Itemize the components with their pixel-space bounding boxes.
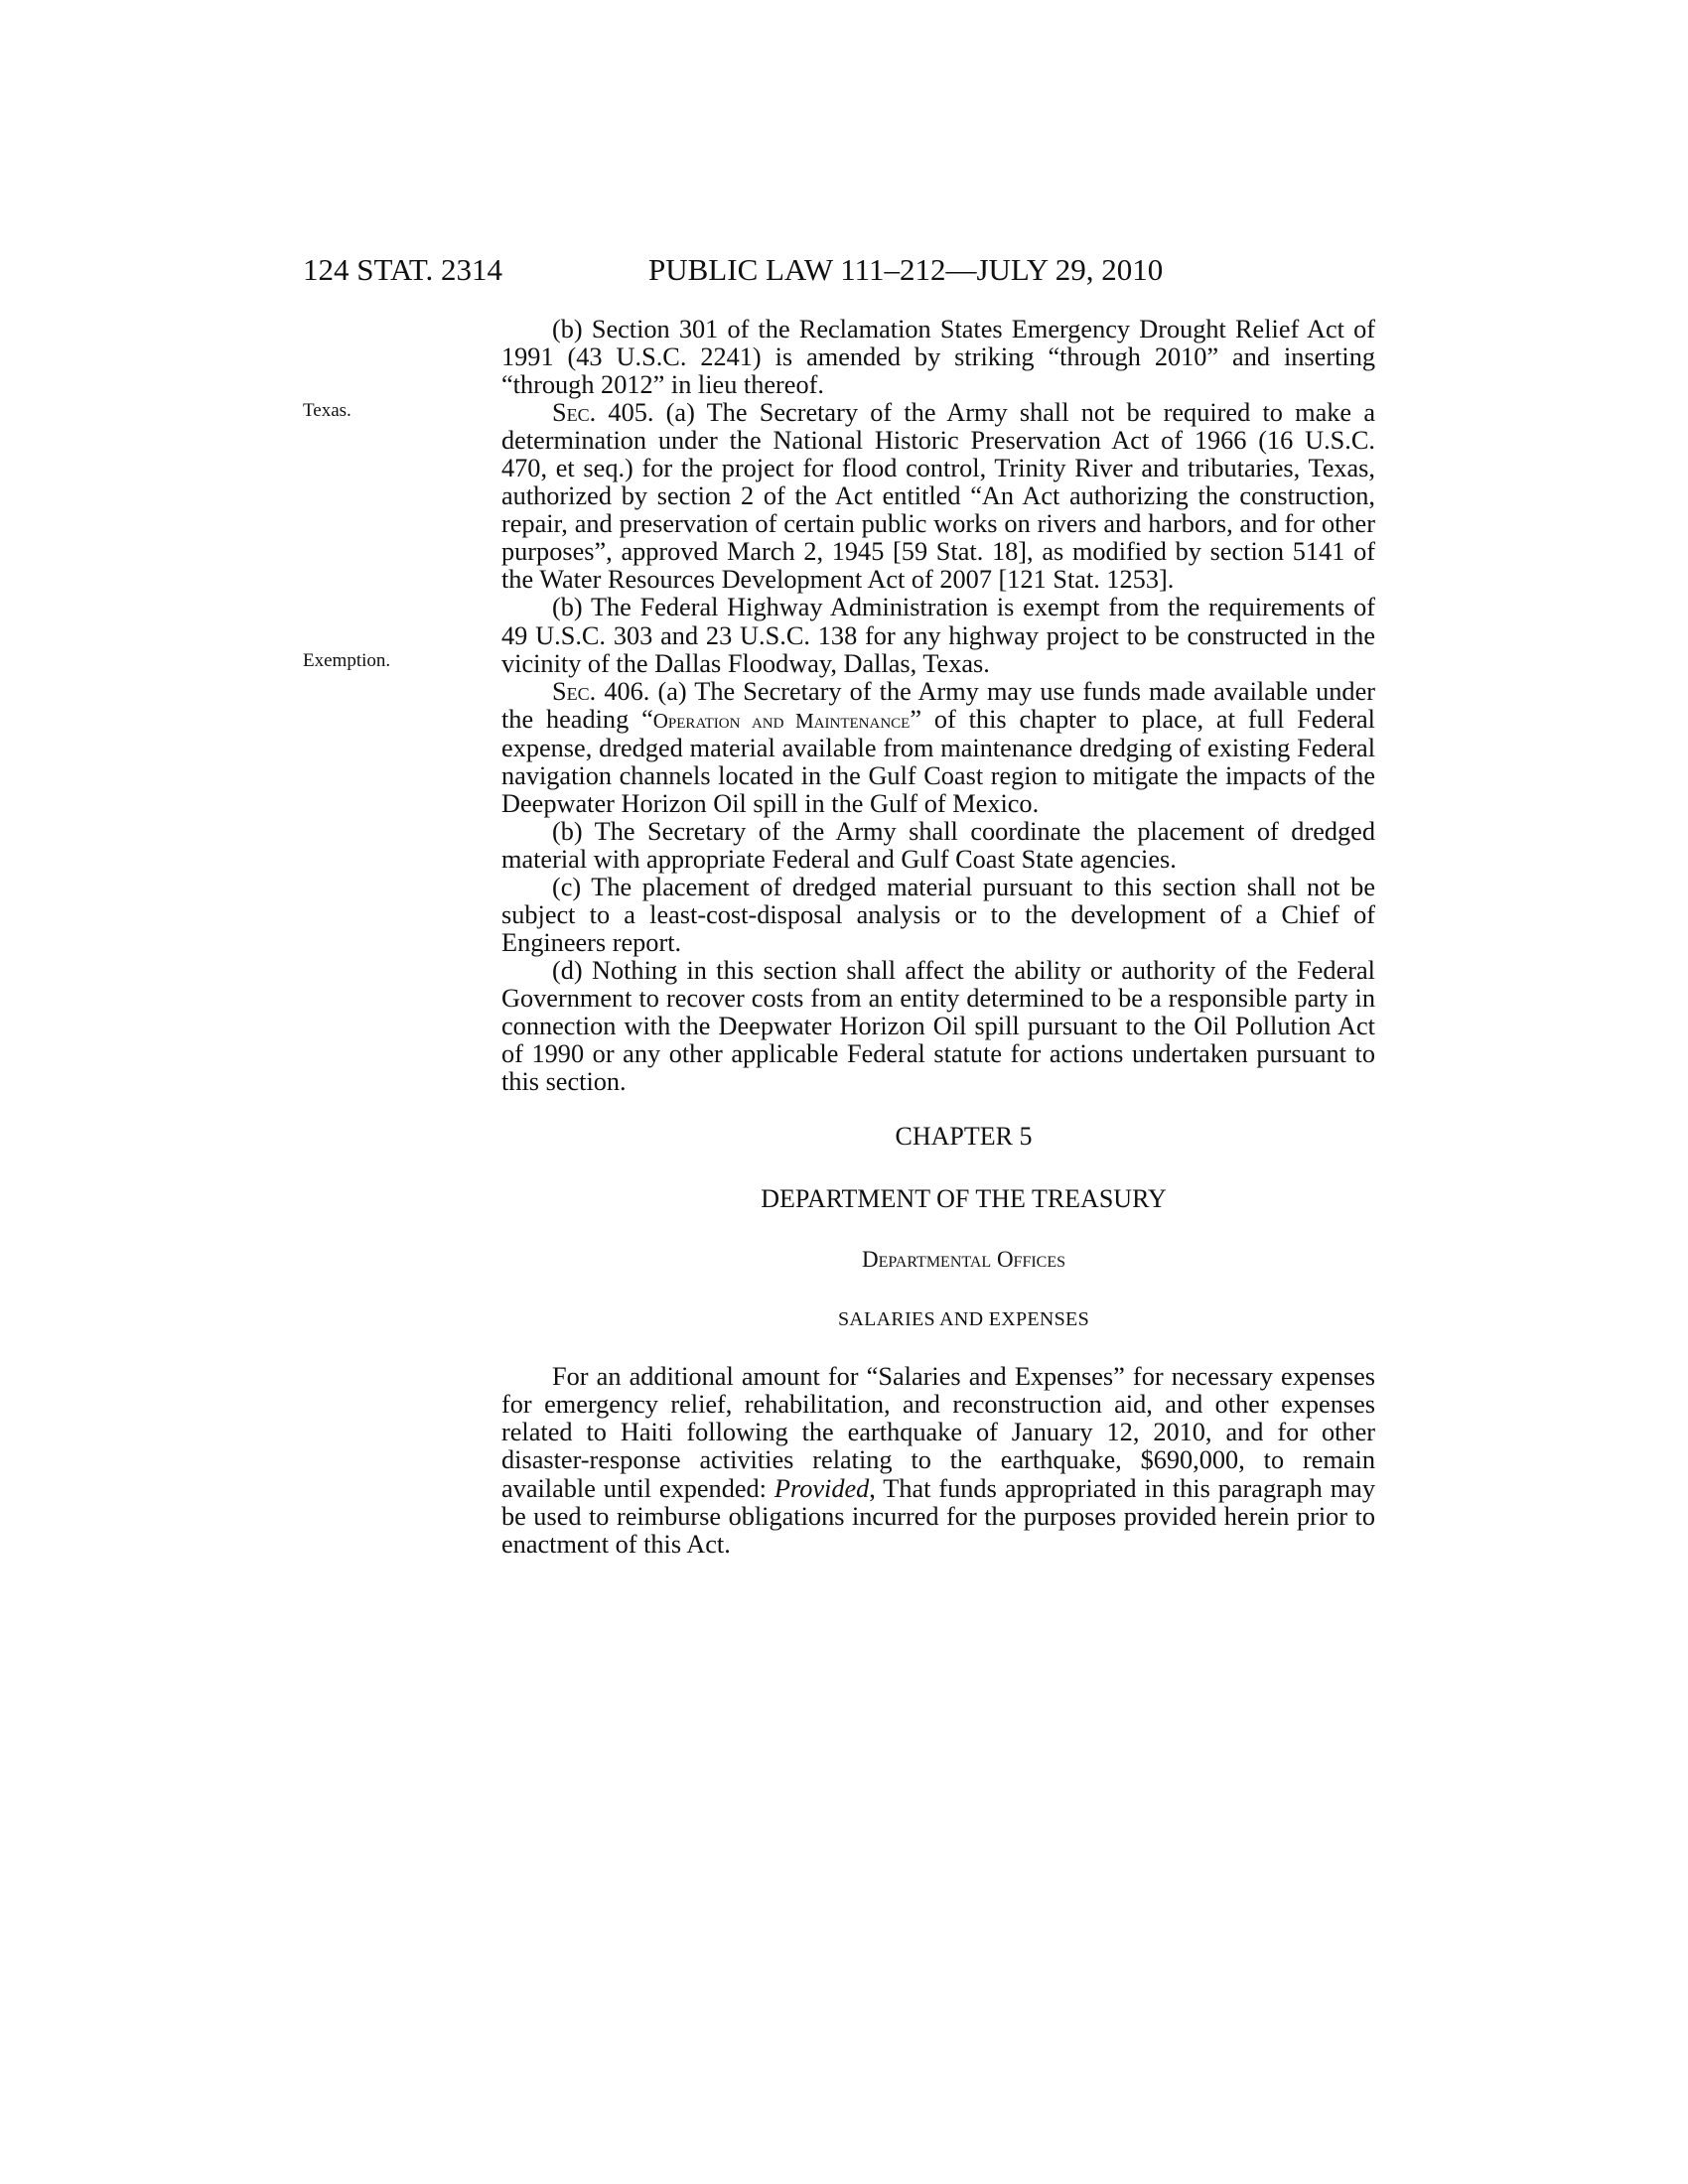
sec-405-a-text: 405. (a) The Secretary of the Army shall not be required to make a determination under the National Historic Preservation Act of 1966 (16 U.S.C. 470, et seq.) for the project for flood control, Trinity River and tributaries, Texas, authorized by section 2 of the Act entitled “An Act authorizing the construction, repair, and preservation of certain public works on rivers and harbors, and for other purposes”, approved March 2, 1945 [59 Stat. 18], as modified by section 5141 of the Water Resources Development Act of 2007 [121 Stat. 1253].	[501, 398, 1375, 595]
law-title: PUBLIC LAW 111–212—JULY 29, 2010	[648, 252, 1164, 287]
office-heading: Departmental Offices	[861, 1247, 1066, 1273]
paragraph-sec-405-a	[501, 399, 1375, 594]
provided-proviso: Provided	[774, 1473, 870, 1503]
paragraph-sec-406-c: (c) The placement of dredged material pursuant to this section shall not be subject to a least-cost-disposal analysis or to the development of a Chief of Engineers report.	[501, 872, 1375, 958]
chapter-heading: CHAPTER 5	[895, 1122, 1033, 1152]
appropriation-text-2: , That funds appropriated in this paragraph may be used to reimburse obligations incurred for the purposes provided herein prior to enactment of this Act.	[501, 1473, 1376, 1559]
sec-label: Sec.	[552, 398, 597, 428]
account-heading: SALARIES AND EXPENSES	[838, 1308, 1089, 1331]
margin-note-texas: Texas.	[303, 400, 352, 421]
paragraph-appropriation	[501, 1363, 1375, 1558]
sec-406-a-text-2: ” of this chapter to place, at full Federal expense, dredged material available from maintenance dredging of existing Federal navigation channels located in the Gulf Coast region to mitigate the impacts of the Deepwater Horizon Oil spill in the Gulf of Mexico.	[501, 704, 1375, 818]
stat-reference: 124 STAT. 2314	[303, 252, 503, 287]
running-head	[303, 250, 1296, 290]
statute-body	[501, 316, 1375, 1559]
margin-note-exemption: Exemption.	[303, 650, 391, 671]
paragraph-sec-405-b: (b) The Federal Highway Administration is exempt from the requirements of 49 U.S.C. 303 and 23 U.S.C. 138 for any highway project to be constructed in the vicinity of the Dallas Floodway, Dallas, Texas.	[501, 593, 1375, 678]
appropriation-text-1: For an additional amount for “Salaries and Expenses” for necessary expenses for emergency relief, rehabilitation, and reconstruction aid, and other expenses related to Haiti following the earthquake of January 12, 2010, and for other disaster-response activities relating to the earthquake, $690,000, to remain available until expended:	[501, 1362, 1375, 1503]
sec-406-a-text-1: 406. (a) The Secretary of the Army may use funds made available under the heading “	[501, 676, 1375, 734]
paragraph-sec-406-d: (d) Nothing in this section shall affect the ability or authority of the Federal Government to recover costs from an entity determined to be a responsible party in connection with the Deepwater Horizon Oil spill pursuant to the Oil Pollution Act of 1990 or any other applicable Federal statute for actions undertaken pursuant to this section.	[501, 956, 1375, 1097]
paragraph-sec-406-b: (b) The Secretary of the Army shall coordinate the placement of dredged material with appropriate Federal and Gulf Coast State agencies.	[501, 816, 1375, 874]
account-heading-reference: Operation and Maintenance	[652, 708, 911, 733]
sec-label: Sec.	[552, 676, 597, 706]
department-heading: DEPARTMENT OF THE TREASURY	[761, 1184, 1167, 1214]
paragraph-sec-406-a	[501, 678, 1375, 818]
paragraph-section-301: (b) Section 301 of the Reclamation States Emergency Drought Relief Act of 1991 (43 U.S.C. 2241) is amended by striking “through 2010” and inserting “through 2012” in lieu thereof.	[501, 315, 1375, 400]
